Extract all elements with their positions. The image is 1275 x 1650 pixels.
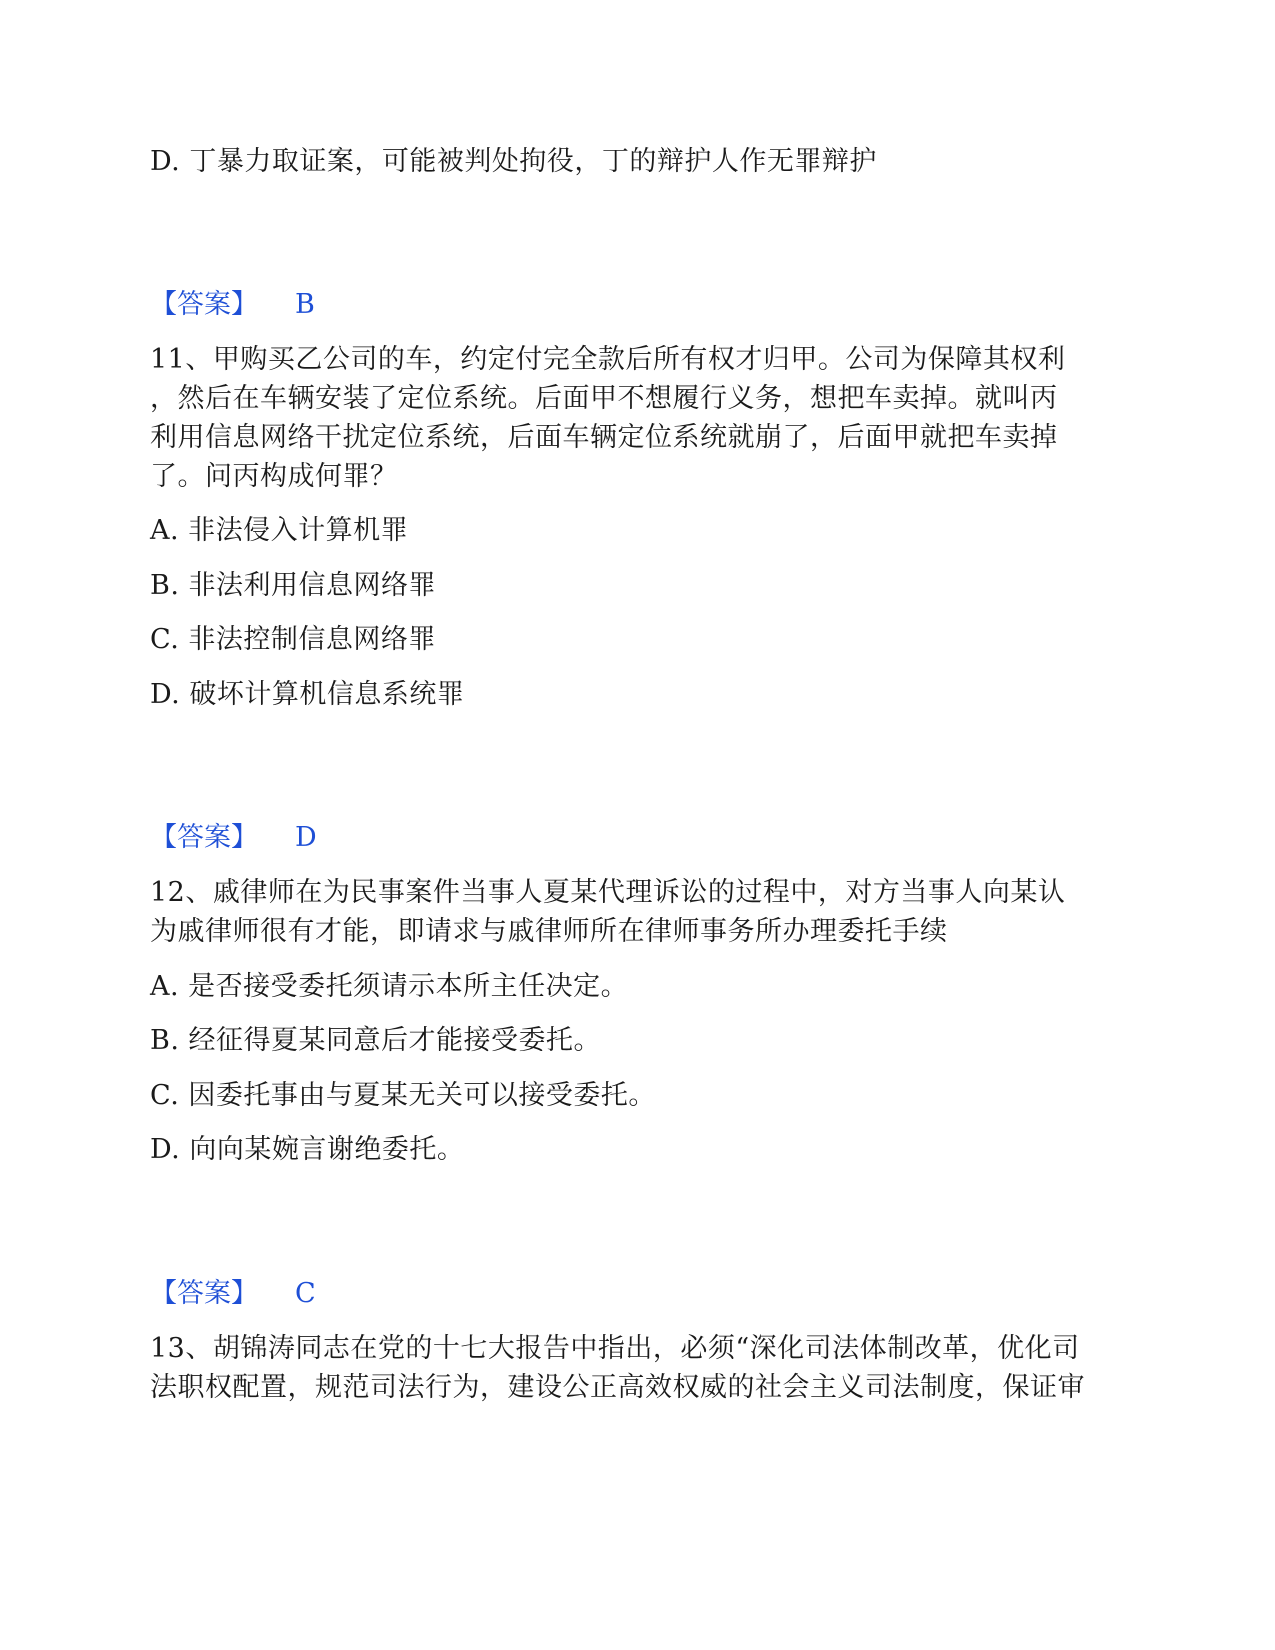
answer-11-value: D xyxy=(295,822,317,853)
answer-10-value: B xyxy=(295,289,315,320)
q11-stem-line-1: 11、甲购买乙公司的车，约定付完全款后所有权才归甲。公司为保障其权利 xyxy=(150,344,1066,375)
q12-option-d: D. 向向某婉言谢绝委托。 xyxy=(150,1134,465,1165)
answer-12-tag: 【答案】 xyxy=(150,1278,258,1309)
q11-stem-line-3: 利用信息网络干扰定位系统，后面车辆定位系统就崩了，后面甲就把车卖掉 xyxy=(150,422,1058,453)
q12-option-c: C. 因委托事由与夏某无关可以接受委托。 xyxy=(150,1080,656,1111)
q13-stem-line-2: 法职权配置，规范司法行为，建设公正高效权威的社会主义司法制度，保证审 xyxy=(150,1372,1085,1403)
q11-stem-line-2: ，然后在车辆安装了定位系统。后面甲不想履行义务，想把车卖掉。就叫丙 xyxy=(150,383,1058,414)
q12-stem-line-1: 12、戚律师在为民事案件当事人夏某代理诉讼的过程中，对方当事人向某认 xyxy=(150,877,1066,908)
q12-option-a: A. 是否接受委托须请示本所主任决定。 xyxy=(150,971,629,1002)
q11-option-a: A. 非法侵入计算机罪 xyxy=(150,515,409,546)
q12-stem-line-2: 为戚律师很有才能，即请求与戚律师所在律师事务所办理委托手续 xyxy=(150,916,948,947)
answer-11-tag: 【答案】 xyxy=(150,822,258,853)
q10-option-d: D. 丁暴力取证案，可能被判处拘役，丁的辩护人作无罪辩护 xyxy=(150,146,877,177)
q11-option-c: C. 非法控制信息网络罪 xyxy=(150,624,436,655)
answer-11 xyxy=(150,822,317,854)
q13-stem-line-1: 13、胡锦涛同志在党的十七大报告中指出，必须“深化司法体制改革，优化司 xyxy=(150,1333,1080,1364)
answer-10 xyxy=(150,289,315,321)
answer-12 xyxy=(150,1278,316,1310)
q11-option-b: B. 非法利用信息网络罪 xyxy=(150,570,437,601)
q11-option-d: D. 破坏计算机信息系统罪 xyxy=(150,679,465,710)
q11-stem-line-4: 了。问丙构成何罪？ xyxy=(150,461,398,492)
answer-12-value: C xyxy=(295,1278,316,1309)
q12-option-b: B. 经征得夏某同意后才能接受委托。 xyxy=(150,1025,602,1056)
answer-10-tag: 【答案】 xyxy=(150,289,258,320)
